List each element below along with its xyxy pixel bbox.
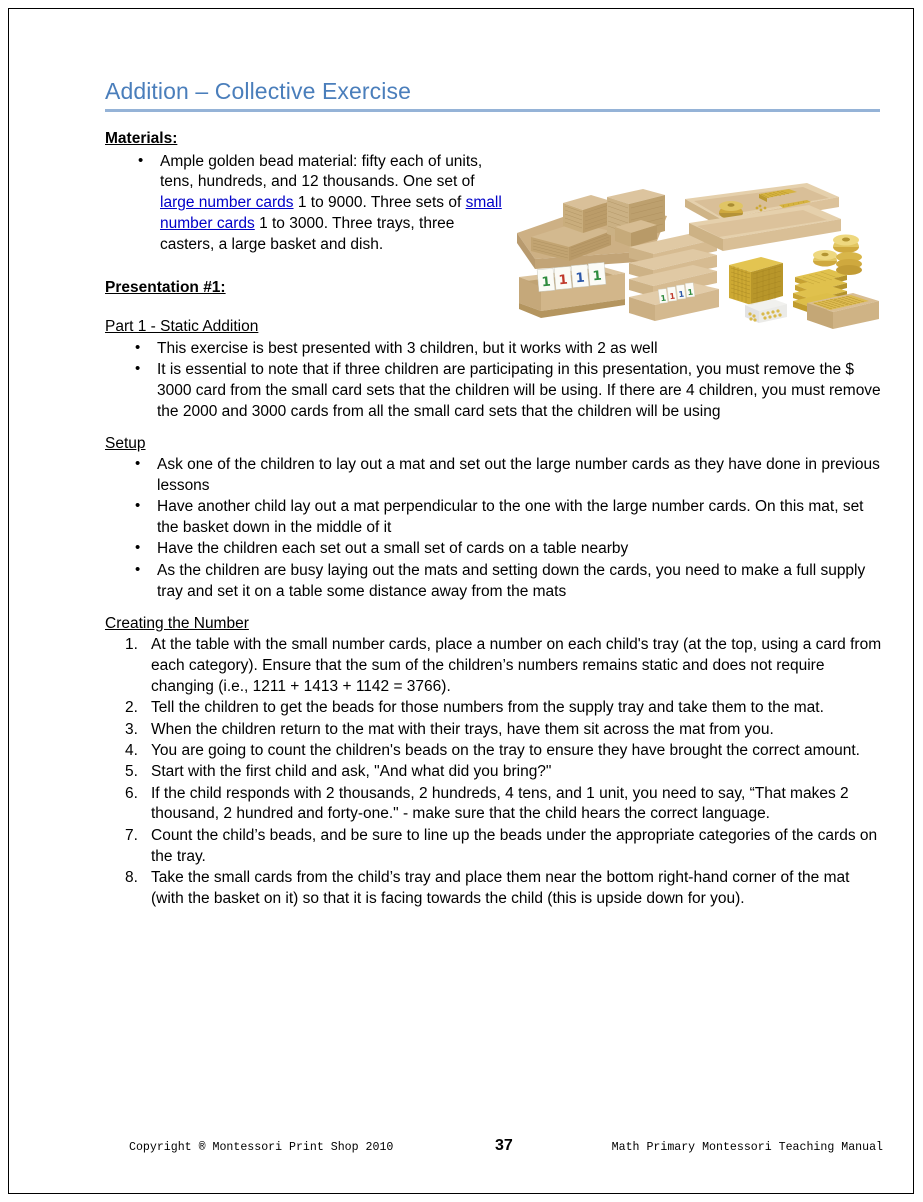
page-content bbox=[105, 78, 883, 910]
golden-bead-material-photo bbox=[507, 181, 887, 334]
materials-heading: Materials: bbox=[105, 130, 178, 148]
svg-text:1: 1 bbox=[677, 290, 685, 300]
svg-text:1: 1 bbox=[659, 294, 667, 304]
svg-text:1: 1 bbox=[668, 292, 676, 302]
list-item bbox=[105, 152, 505, 256]
setup-heading: Setup bbox=[105, 434, 146, 452]
list-item: • This exercise is best presented with 3 children, but it works with 2 as well bbox=[105, 339, 883, 360]
list-item: • It is essential to note that if three children are participating in this presentation, you must remove the $ 3000 card from the small card sets that the children will be using. If there are 4 children, you must remove the 2000 and 3000 cards from all the small card sets that the children will be using bbox=[105, 360, 883, 423]
list-item: Count the child’s beads, and be sure to line up the beads under the appropriate categories of the cards on the tray. bbox=[151, 826, 878, 865]
list-item: • Have another child lay out a mat perpendicular to the one with the large number cards. On this mat, set the basket down in the middle of it bbox=[105, 497, 883, 539]
list-item: • As the children are busy laying out the mats and setting down the cards, you need to make a full supply tray and set it on a table some distance away from the mats bbox=[105, 561, 883, 603]
svg-text:1: 1 bbox=[686, 288, 694, 298]
footer-copyright: Copyright ® Montessori Print Shop 2010 bbox=[129, 1141, 394, 1154]
svg-text:1: 1 bbox=[558, 273, 569, 289]
footer-manual-title: Math Primary Montessori Teaching Manual bbox=[611, 1141, 883, 1154]
svg-text:1: 1 bbox=[575, 271, 586, 287]
svg-text:1: 1 bbox=[541, 275, 552, 291]
list-item: Tell the children to get the beads for those numbers from the supply tray and take them to the mat. bbox=[151, 699, 824, 717]
part1-bullet-list bbox=[105, 339, 883, 423]
list-item: • Ask one of the children to lay out a mat and set out the large number cards as they have done in previous lessons bbox=[105, 455, 883, 497]
list-item: When the children return to the mat with their trays, have them sit across the mat from you. bbox=[151, 720, 774, 738]
list-item: • Have the children each set out a small set of cards on a table nearby bbox=[105, 539, 883, 560]
page-footer bbox=[105, 1134, 883, 1160]
small-number-cards-link[interactable]: small number cards bbox=[160, 194, 502, 233]
part1-heading: Part 1 - Static Addition bbox=[105, 318, 259, 336]
svg-text:1: 1 bbox=[592, 269, 603, 285]
footer-page-number: 37 bbox=[495, 1137, 513, 1154]
list-item: Take the small cards from the child’s tray and place them near the bottom right-hand corner of the mat (with the basket on it) so that it is facing towards the child (this is upside down for you). bbox=[151, 868, 850, 907]
page-title: Addition – Collective Exercise bbox=[105, 78, 411, 104]
materials-text-1: Ample golden bead material: fifty each of units, tens, hundreds, and 12 thousands. One set of bbox=[160, 152, 483, 191]
materials-list bbox=[105, 152, 505, 256]
large-number-cards-link[interactable]: large number cards bbox=[160, 194, 294, 212]
materials-text-3: 1 to 3000. Three trays, three casters, a large basket and dish. bbox=[160, 215, 455, 253]
list-item: You are going to count the children's beads on the tray to ensure they have brought the correct amount. bbox=[151, 741, 860, 759]
list-item: Start with the first child and ask, "And what did you bring?" bbox=[151, 763, 552, 781]
list-item: If the child responds with 2 thousands, 2 hundreds, 4 tens, and 1 unit, you need to say, “That makes 2 thousand, 2 hundred and forty-one." - make sure that the child hears the correct language. bbox=[151, 784, 849, 823]
title-underline-rule bbox=[105, 109, 880, 112]
setup-bullet-list bbox=[105, 455, 883, 602]
list-item: At the table with the small number cards, place a number on each child's tray (at the top, using a card from each category). Ensure that the sum of the children’s numbers remains static and does not require changing (i.e., 1211 + 1413 + 1142 = 3766). bbox=[151, 636, 882, 695]
materials-text-2: 1 to 9000. Three sets of bbox=[293, 194, 466, 212]
creating-the-number-heading: Creating the Number bbox=[105, 615, 249, 632]
creating-the-number-step-list bbox=[105, 635, 883, 909]
presentation-heading: Presentation #1: bbox=[105, 279, 226, 297]
